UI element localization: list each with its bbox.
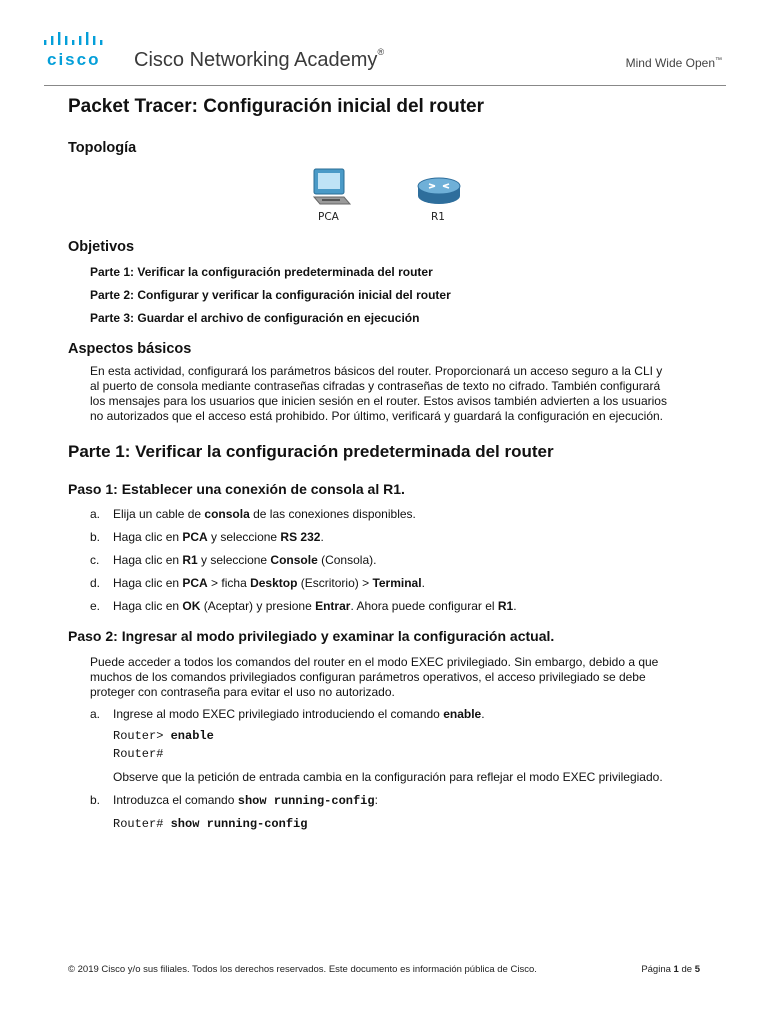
device-label-pca: PCA — [318, 211, 339, 223]
document-title: Packet Tracer: Configuración inicial del router — [68, 96, 485, 117]
list-item: a. Elija un cable de consola de las conexiones disponibles. — [90, 507, 416, 521]
part1-heading: Parte 1: Verificar la configuración predeterminada del router — [68, 442, 554, 461]
note-text: Observe que la petición de entrada cambia en la configuración para reflejar el modo EXEC privilegiado. — [113, 770, 663, 784]
academy-name: Cisco Networking Academy® — [134, 47, 385, 71]
objective-item: Parte 2: Configurar y verificar la configuración inicial del router — [90, 288, 451, 302]
list-item: c. Haga clic en R1 y seleccione Console (Consola). — [90, 553, 377, 567]
cli-line: Router> enable — [113, 729, 214, 743]
list-item: d. Haga clic en PCA > ficha Desktop (Escritorio) > Terminal. — [90, 576, 425, 590]
list-item: e. Haga clic en OK (Aceptar) y presione Entrar. Ahora puede configurar el R1. — [90, 599, 517, 613]
list-item: b. Haga clic en PCA y seleccione RS 232. — [90, 530, 324, 544]
device-label-r1: R1 — [431, 211, 445, 223]
footer-copyright: © 2019 Cisco y/o sus filiales. Todos los derechos reservados. Este documento es información pública de Cisco. — [68, 964, 537, 975]
footer-page-number: Página 1 de 5 — [641, 964, 700, 975]
objective-item: Parte 3: Guardar el archivo de configuración en ejecución — [90, 311, 420, 325]
objectives-heading: Objetivos — [68, 239, 135, 255]
list-item: b. Introduzca el comando show running-config: — [90, 793, 378, 808]
router-icon — [416, 176, 462, 206]
topology-heading: Topología — [68, 140, 137, 156]
cisco-wordmark: cisco — [47, 50, 101, 69]
tagline: Mind Wide Open™ — [625, 56, 722, 70]
list-item: a. Ingrese al modo EXEC privilegiado introduciendo el comando enable. — [90, 707, 485, 721]
pc-icon — [310, 168, 352, 208]
step2-paragraph: Puede acceder a todos los comandos del router en el modo EXEC privilegiado. Sin embargo, debido a que muchos de los comandos privilegiados configuran parámetros operativos, el acceso privilegiado se debe proteger con contraseña para evitar el uso no autorizado. — [90, 655, 659, 699]
page-header — [0, 0, 768, 90]
objective-item: Parte 1: Verificar la configuración predeterminada del router — [90, 265, 433, 279]
cli-line: Router# show running-config — [113, 817, 308, 831]
background-heading: Aspectos básicos — [68, 341, 192, 357]
background-paragraph: En esta actividad, configurará los parámetros básicos del router. Proporcionará un acceso seguro a la CLI y al puerto de consola mediante contraseñas cifradas y contraseñas de texto no cifrado. También configurará los mensajes para los usuarios que inicien sesión en el router. Estos avisos también advierten a los usuarios no autorizados que el acceso está prohibido. Por último, verificará y guardará la configuración en ejecución. — [90, 364, 667, 423]
step1-heading: Paso 1: Establecer una conexión de consola al R1. — [68, 481, 405, 497]
cisco-logo-icon — [44, 32, 112, 48]
step2-heading: Paso 2: Ingresar al modo privilegiado y examinar la configuración actual. — [68, 628, 555, 644]
header-divider — [44, 85, 726, 86]
cli-line: Router# — [113, 747, 164, 761]
